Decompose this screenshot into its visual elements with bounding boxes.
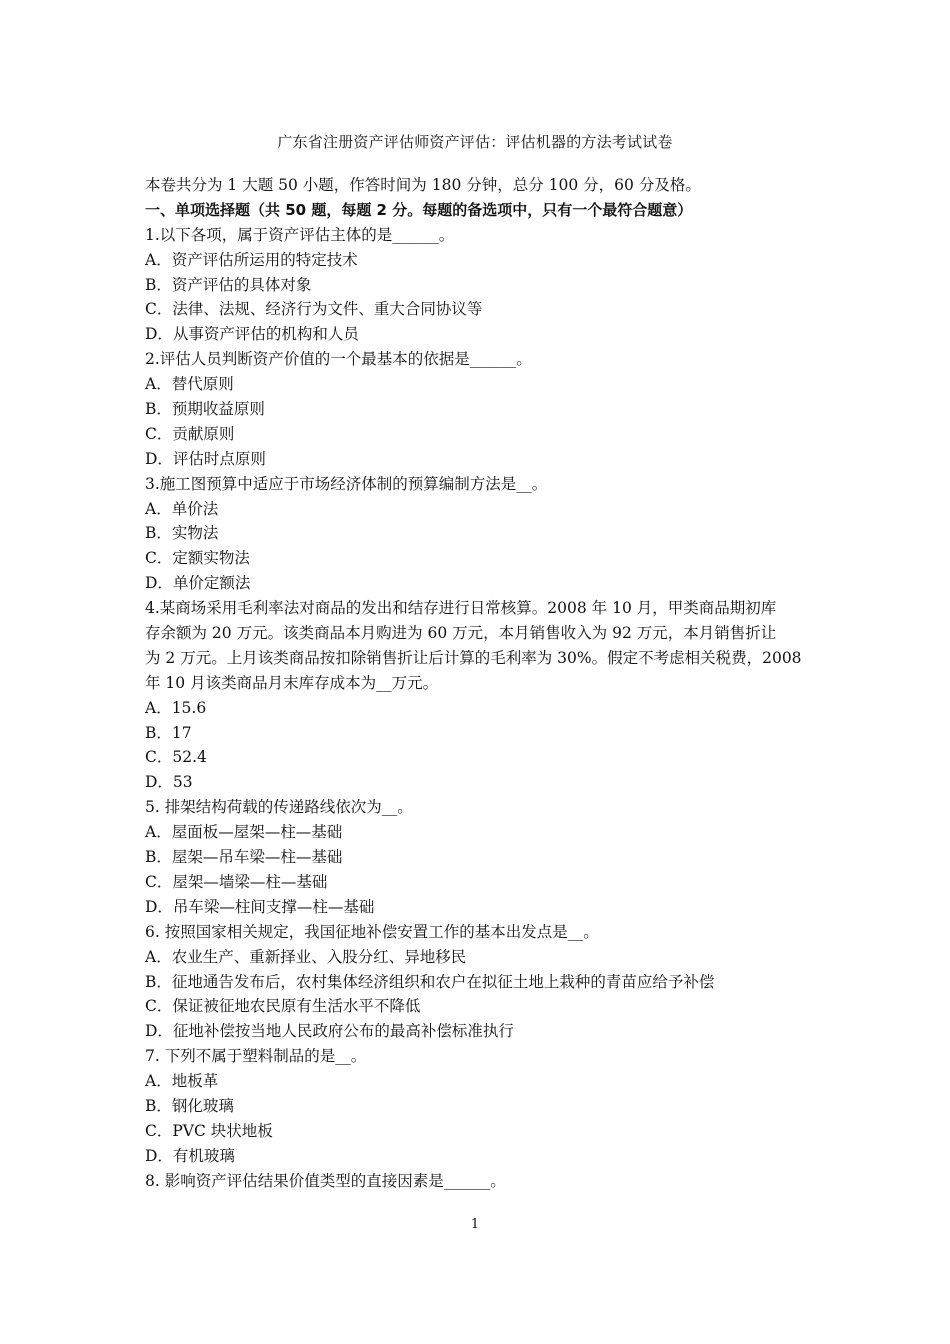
option-b: B．钢化玻璃 — [145, 1096, 234, 1115]
option-c: C．定额实物法 — [145, 549, 250, 568]
option-c: C．法律、法规、经济行为文件、重大合同协议等 — [145, 300, 483, 319]
option-c: C．保证被征地农民原有生活水平不降低 — [145, 997, 421, 1016]
question-stem: 2.评估人员判断资产价值的一个最基本的依据是______。 — [145, 350, 532, 369]
option-a: A．资产评估所运用的特定技术 — [145, 250, 358, 269]
option-b: B．实物法 — [145, 524, 219, 543]
exam-intro: 本卷共分为 1 大题 50 小题，作答时间为 180 分钟，总分 100 分，60 分及格。 — [145, 176, 701, 194]
option-d: D．吊车梁—柱间支撑—柱—基础 — [145, 897, 375, 916]
option-d: D．有机玻璃 — [145, 1146, 235, 1165]
question-stem: 1.以下各项，属于资产评估主体的是______。 — [145, 225, 455, 244]
option-b: B．屋架—吊车梁—柱—基础 — [145, 848, 343, 867]
option-d: D．评估时点原则 — [145, 449, 266, 468]
document-title: 广东省注册资产评估师资产评估：评估机器的方法考试试卷 — [277, 133, 673, 151]
option-b: B．资产评估的具体对象 — [145, 275, 312, 294]
option-c: C．52.4 — [145, 748, 207, 767]
option-a: A．农业生产、重新择业、入股分红、异地移民 — [145, 947, 467, 966]
option-a: A．地板革 — [145, 1072, 219, 1091]
option-b: B．17 — [145, 723, 192, 742]
option-b: B．征地通告发布后，农村集体经济组织和农户在拟征土地上栽种的青苗应给予补偿 — [145, 972, 715, 991]
question-stem: 3.施工图预算中适应于市场经济体制的预算编制方法是__。 — [145, 474, 548, 493]
option-a: A．替代原则 — [145, 375, 234, 394]
question-stem: 6. 按照国家相关规定，我国征地补偿安置工作的基本出发点是__。 — [145, 922, 599, 941]
option-a: A．屋面板—屋架—柱—基础 — [145, 823, 343, 842]
section-heading: 一、单项选择题（共 50 题，每题 2 分。每题的备选项中，只有一个最符合题意） — [145, 200, 693, 219]
option-d: D．征地补偿按当地人民政府公布的最高补偿标准执行 — [145, 1022, 514, 1041]
option-d: D．从事资产评估的机构和人员 — [145, 325, 359, 344]
page-number: 1 — [470, 1217, 480, 1232]
option-a: A．15.6 — [145, 698, 207, 717]
option-a: A．单价法 — [145, 499, 219, 518]
option-c: C．PVC 块状地板 — [145, 1121, 273, 1140]
question-stem: 5. 排架结构荷载的传递路线依次为__。 — [145, 798, 413, 817]
question-stem-line: 存余额为 20 万元。该类商品本月购进为 60 万元，本月销售收入为 92 万元，本月销售折让 — [145, 624, 777, 643]
option-b: B．预期收益原则 — [145, 400, 265, 419]
question-stem: 7. 下列不属于塑料制品的是__。 — [145, 1047, 367, 1066]
question-stem: 8. 影响资产评估结果价值类型的直接因素是______。 — [145, 1171, 506, 1190]
option-d: D．53 — [145, 773, 193, 792]
option-c: C．贡献原则 — [145, 424, 235, 443]
question-stem-line: 年 10 月该类商品月末库存成本为__万元。 — [145, 673, 439, 692]
document-body — [145, 173, 825, 1194]
question-stem-line: 为 2 万元。上月该类商品按扣除销售折让后计算的毛利率为 30%。假定不考虑相关税费，2008 — [145, 648, 802, 667]
question-stem-line: 4.某商场采用毛利率法对商品的发出和结存进行日常核算。2008 年 10 月，甲类商品期初库 — [145, 599, 777, 618]
option-c: C．屋架—墙梁—柱—基础 — [145, 872, 328, 891]
option-d: D．单价定额法 — [145, 574, 251, 593]
